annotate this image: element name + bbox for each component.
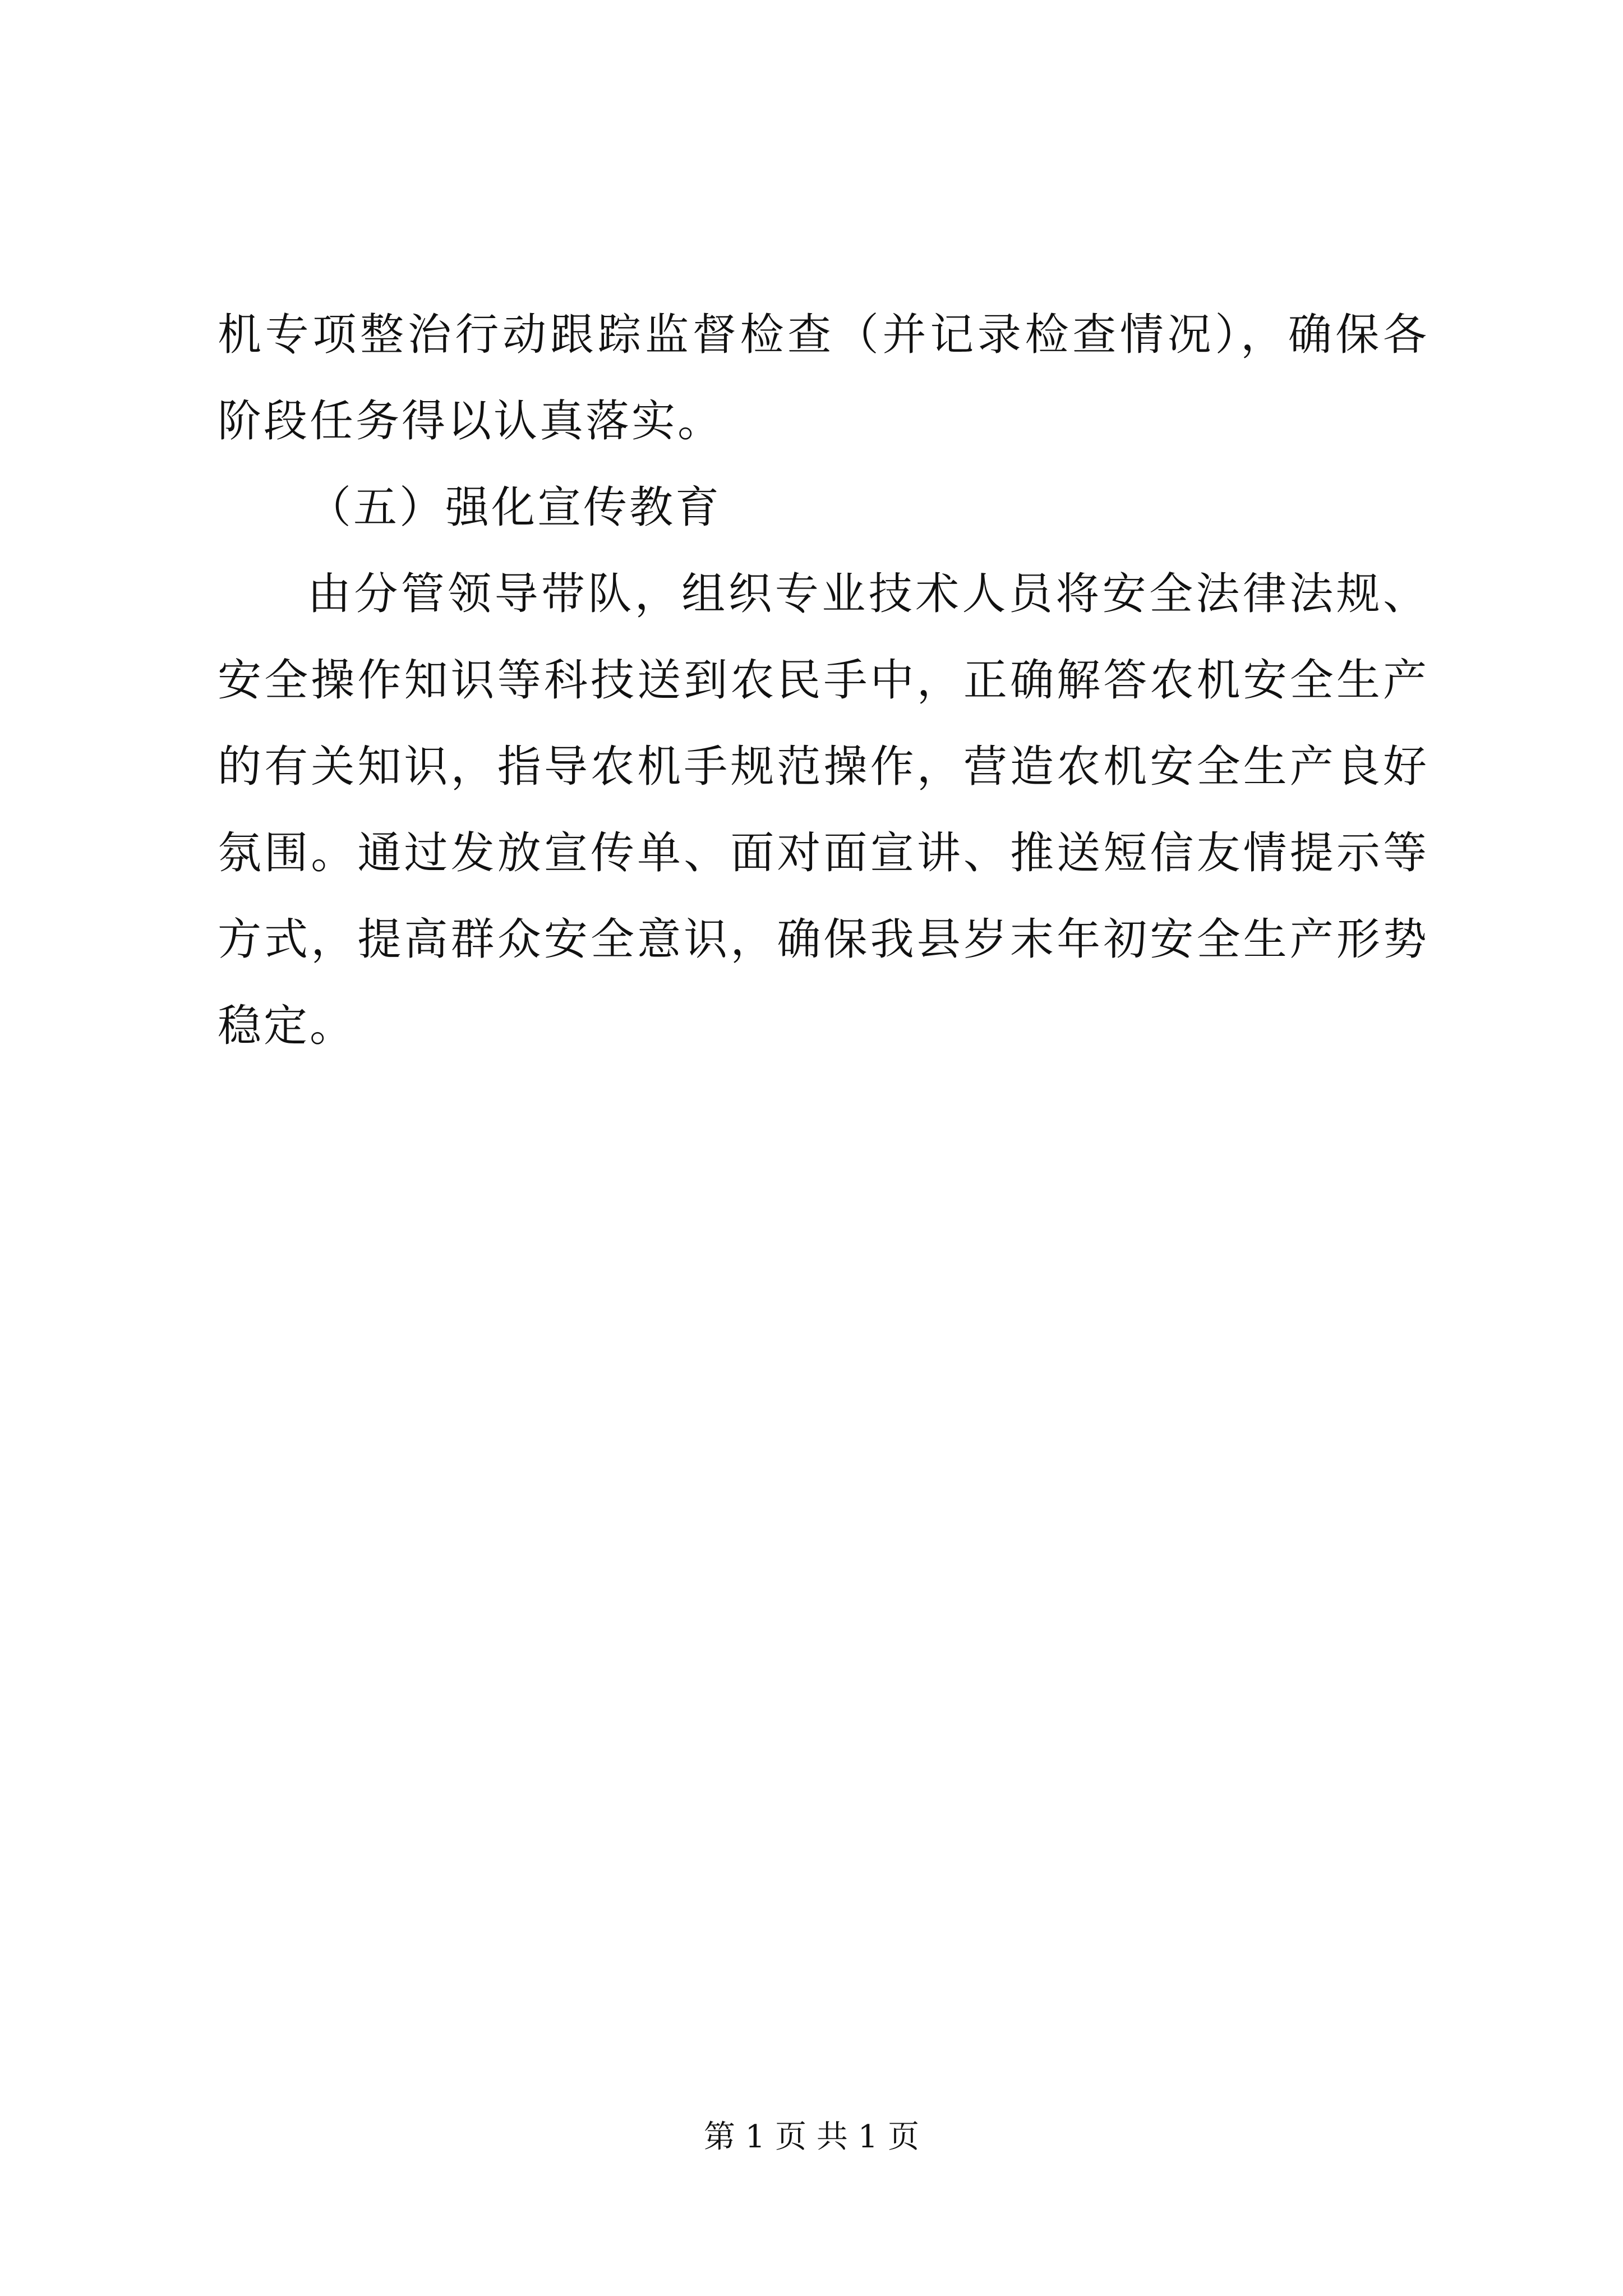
section-heading: （五）强化宣传教育 bbox=[307, 482, 722, 533]
document-body bbox=[218, 292, 1429, 1069]
page-footer: 第 1 页 共 1 页 bbox=[703, 2119, 920, 2155]
paragraph-publicity: 由分管领导带队，组织专业技术人员将安全法律法规、安全操作知识等科技送到农民手中，正确解答农机安全生产的有关知识，指导农机手规范操作，营造农机安全生产良好氛围。通过发放宣传单、面对面宣讲、推送短信友情提示等方式，提高群众安全意识，确保我县岁末年初安全生产形势稳定。 bbox=[218, 569, 1429, 1051]
paragraph-continuation: 机专项整治行动跟踪监督检查（并记录检查情况），确保各阶段任务得以认真落实。 bbox=[218, 310, 1429, 447]
